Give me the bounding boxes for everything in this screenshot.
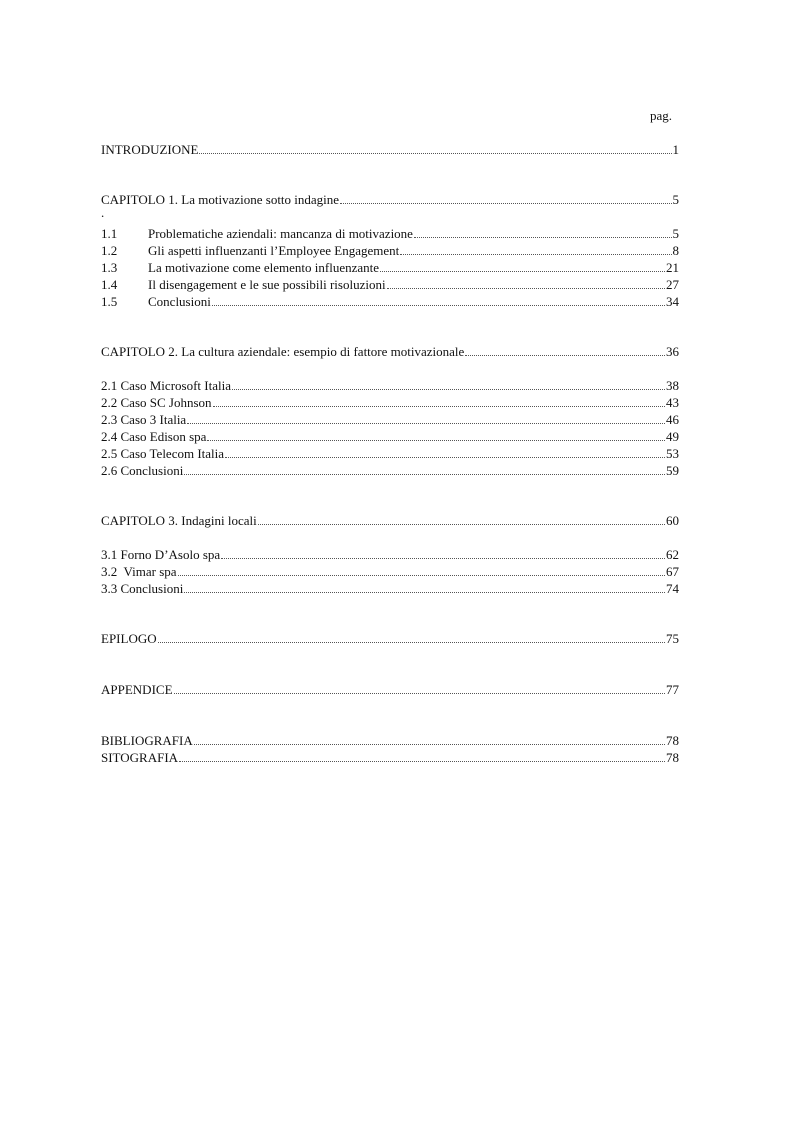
toc-entry-number: 1.4 [101,277,118,292]
toc-leader [213,395,665,407]
toc-entry-page: 67 [666,564,679,579]
toc-entry-page: 78 [666,750,679,765]
toc-entry-2-3 [101,411,679,428]
toc-entry-2-6 [101,462,679,479]
toc-entry-bibliografia [101,732,679,749]
toc-entry-page: 5 [672,192,679,207]
toc-entry-2-1 [101,377,679,394]
toc-leader [174,682,665,694]
toc-leader [179,750,665,762]
toc-leader [258,513,665,525]
toc-entry-page: 62 [666,547,679,562]
toc-entry-2-2 [101,394,679,411]
toc-entry-1-4 [101,276,679,293]
toc-leader [199,142,671,154]
toc-entry-title: SITOGRAFIA [101,750,179,765]
toc-entry-page: 43 [666,395,679,410]
toc-entry-title: CAPITOLO 3. Indagini locali [101,513,257,528]
toc-entry-title: 2.1 Caso Microsoft Italia [101,378,231,393]
toc-entry-page: 74 [666,581,679,596]
toc-entry-page: 8 [672,243,679,258]
toc-entry-appendice [101,681,679,698]
stray-period: . [101,205,105,220]
toc-leader [340,192,671,204]
toc-entry-1-1 [101,225,679,242]
toc-entry-1-5 [101,293,679,310]
toc-entry-page: 53 [666,446,679,461]
toc-entry-page: 59 [666,463,679,478]
toc-entry-title: 3.3 Conclusioni [101,581,184,596]
toc-entry-title: 2.6 Conclusioni [101,463,184,478]
toc-leader [212,294,665,306]
toc-entry-1-3 [101,259,679,276]
toc-entry-1-2 [101,242,679,259]
toc-entry-title: 2.3 Caso 3 Italia [101,412,187,427]
toc-leader [465,344,665,356]
toc-entry-title: Il disengagement e le sue possibili risoluzioni [148,277,386,292]
toc-entry-epilogo [101,630,679,647]
toc-entry-title: EPILOGO [101,631,157,646]
toc-entry-number: 1.1 [101,226,118,241]
toc-entry-sitografia [101,749,679,766]
toc-entry-title: INTRODUZIONE [101,142,199,157]
toc-leader [400,243,671,255]
toc-entry-page: 36 [666,344,679,359]
toc-entry-title: La motivazione come elemento influenzante [148,260,380,275]
toc-entry-title: CAPITOLO 1. La motivazione sotto indagine [101,192,340,207]
toc-entry-page: 5 [672,226,679,241]
toc-entry-2-4 [101,428,679,445]
toc-entry-title: Conclusioni [148,294,211,309]
toc-entry-2-5 [101,445,679,462]
toc-entry-title: APPENDICE [101,682,173,697]
toc-entry-title: BIBLIOGRAFIA [101,733,193,748]
toc-leader [225,446,665,458]
toc-entry-introduzione [101,141,679,158]
toc-leader [194,733,665,745]
toc-entry-3-1 [101,546,679,563]
toc-entry-title: Gli aspetti influenzanti l’Employee Engagement [148,243,400,258]
toc-leader [232,378,665,390]
toc-entry-3-3 [101,580,679,597]
toc-entry-title: Problematiche aziendali: mancanza di motivazione [148,226,413,241]
toc-entry-title: 3.2 Vimar spa [101,564,177,579]
toc-entry-capitolo-2 [101,343,679,360]
toc-leader [184,581,665,593]
toc-leader [207,429,665,441]
toc-leader [178,564,665,576]
toc-entry-page: 75 [666,631,679,646]
page-column-label: pag. [650,108,673,123]
toc-entry-page: 78 [666,733,679,748]
toc-entry-title: CAPITOLO 2. La cultura aziendale: esempio di fattore motivazionale [101,344,465,359]
toc-entry-page: 21 [666,260,679,275]
toc-leader [184,463,665,475]
toc-entry-page: 38 [666,378,679,393]
toc-leader [187,412,665,424]
toc-leader [387,277,665,289]
toc-entry-title: 2.5 Caso Telecom Italia [101,446,225,461]
toc-entry-capitolo-3 [101,512,679,529]
toc-entry-title: 2.2 Caso SC Johnson [101,395,212,410]
toc-entry-page: 46 [666,412,679,427]
toc-entry-number: 1.3 [101,260,118,275]
toc-entry-title: 2.4 Caso Edison spa [101,429,207,444]
toc-entry-page: 77 [666,682,679,697]
toc-entry-title: 3.1 Forno D’Asolo spa [101,547,221,562]
toc-leader [158,631,665,643]
toc-entry-page: 27 [666,277,679,292]
toc-entry-page: 1 [672,142,679,157]
toc-entry-page: 34 [666,294,679,309]
toc-entry-number: 1.5 [101,294,118,309]
toc-entry-page: 49 [666,429,679,444]
toc-entry-number: 1.2 [101,243,118,258]
toc-entry-3-2 [101,563,679,580]
toc-entry-page: 60 [666,513,679,528]
toc-leader [380,260,665,272]
toc-entry-capitolo-1 [101,191,679,208]
toc-leader [414,226,672,238]
toc-leader [221,547,665,559]
